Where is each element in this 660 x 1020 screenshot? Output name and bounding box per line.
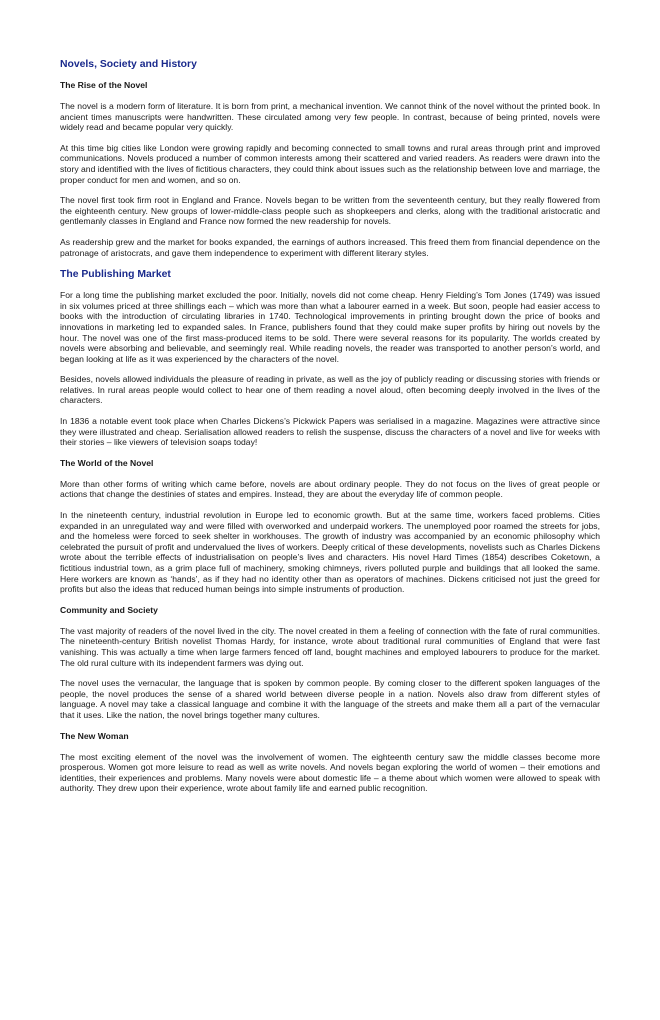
subheading-world-of-novel: The World of the Novel: [60, 457, 154, 468]
paragraph: Besides, novels allowed individuals the pleasure of reading in private, as well as the joy of publicly reading or discussing stories with friends or relatives. In rural areas people would collect to hear one of them reading a novel aloud, often becoming deeply involved in the lives of the characters.: [60, 374, 600, 406]
section-community-society: [60, 605, 600, 721]
paragraph: The vast majority of readers of the novel lived in the city. The novel created in them a feeling of connection with the fate of rural communities. The nineteenth-century British novelist Thomas Hardy, for instance, wrote about traditional rural communities of England that were fast vanishing. This was actually a time when large farmers fenced off land, bought machines and employed labourers to produce for the market. The old rural culture with its independent farmers was dying out.: [60, 625, 600, 668]
section-world-of-novel: [60, 458, 600, 595]
section-publishing-market: [60, 268, 600, 448]
paragraph: The most exciting element of the novel was the involvement of women. The eighteenth century saw the middle classes become more prosperous. Women got more leisure to read as well as write novels. And novels began exploring the world of women – their emotions and identities, their experiences and problems. Many novels were about domestic life – a theme about which women were allowed to speak with authority. They drew upon their experience, wrote about family life and earned public recognition.: [60, 751, 600, 794]
paragraph: As readership grew and the market for books expanded, the earnings of authors increased. This freed them from financial dependence on the patronage of aristocrats, and gave them independence to experiment with different literary styles.: [60, 236, 600, 258]
paragraph: In 1836 a notable event took place when Charles Dickens’s Pickwick Papers was serialised in a magazine. Magazines were attractive since they were illustrated and cheap. Serialisation allowed readers to relish the suspense, discuss the characters of a novel and live for weeks with their stories – like viewers of television soaps today!: [60, 416, 600, 448]
paragraph: For a long time the publishing market excluded the poor. Initially, novels did not come cheap. Henry Fielding’s Tom Jones (1749) was issued in six volumes priced at three shillings each – which was more than what a labourer earned in a week. But soon, people had easier access to books with the introduction of circulating libraries in 1740. Technological improvements in printing brought down the price of books and innovations in marketing led to expanded sales. In France, publishers found that they could make super profits by hiring out novels by the hour. The novel was one of the first mass-produced items to be sold. There were several reasons for its popularity. The worlds created by novels were absorbing and believable, and seemingly real. While reading novels, the reader was transported to another person’s world, and began looking at life as it was experienced by the characters of the novel.: [60, 290, 600, 364]
paragraph: The novel first took firm root in England and France. Novels began to be written from the seventeenth century, but they really flowered from the eighteenth century. New groups of lower-middle-class people such as shopkeepers and clerks, along with the traditional aristocratic and gentlemanly classes in England and France now formed the new readership for novels.: [60, 195, 600, 227]
paragraph: The novel uses the vernacular, the language that is spoken by common people. By coming closer to the different spoken languages of the people, the novel produces the sense of a shared world between diverse people in a nation. Novels also draw from different styles of language. A novel may take a classical language and combine it with the language of the streets and make them all a part of the vernacular that it uses. Like the nation, the novel brings together many cultures.: [60, 678, 600, 720]
page-title: Novels, Society and History: [60, 59, 197, 70]
section-rise-of-novel: [60, 80, 600, 258]
subheading-new-woman: The New Woman: [60, 730, 129, 741]
paragraph: More than other forms of writing which came before, novels are about ordinary people. They do not focus on the lives of great people or actions that change the destinies of states and empires. Instead, they are about the everyday life of common people.: [60, 478, 600, 500]
paragraph: At this time big cities like London were growing rapidly and becoming connected to small towns and rural areas through print and improved communications. Novels produced a number of common interests among their scattered and varied readers. As readers were drawn into the story and identified with the lives of fictitious characters, they could think about issues such as the relationship between love and marriage, the proper conduct for men and women, and so on.: [60, 142, 600, 185]
section-new-woman: [60, 731, 600, 794]
subheading-rise-of-novel: The Rise of the Novel: [60, 80, 148, 90]
paragraph: The novel is a modern form of literature. It is born from print, a mechanical invention. We cannot think of the novel without the printed book. In ancient times manuscripts were handwritten. These circulated among very few people. In contrast, because of being printed, novels were widely read and became popular very quickly.: [60, 101, 600, 133]
subheading-community-society: Community and Society: [60, 604, 158, 615]
section-heading-publishing-market: The Publishing Market: [60, 269, 171, 281]
paragraph: In the nineteenth century, industrial revolution in Europe led to economic growth. But at the same time, workers faced problems. Cities expanded in an unregulated way and were filled with overworked and underpaid workers. The unemployed poor roamed the streets for jobs, and the homeless were forced to seek shelter in workhouses. The growth of industry was accompanied by an economic philosophy which celebrated the pursuit of profit and undervalued the lives of workers. Deeply critical of these developments, novelists such as Charles Dickens wrote about the terrible effects of industrialisation on people’s lives and characters. His novel Hard Times (1854) describes Coketown, a fictitious industrial town, as a grim place full of machinery, smoking chimneys, rivers polluted purple and buildings that all looked the same. Here workers are known as ‘hands’, as if they had no identity other than as operators of machines. Dickens criticised not just the greed for profits but also the ideas that reduced human beings into simple instruments of production.: [60, 510, 600, 595]
document-page: [60, 58, 600, 804]
